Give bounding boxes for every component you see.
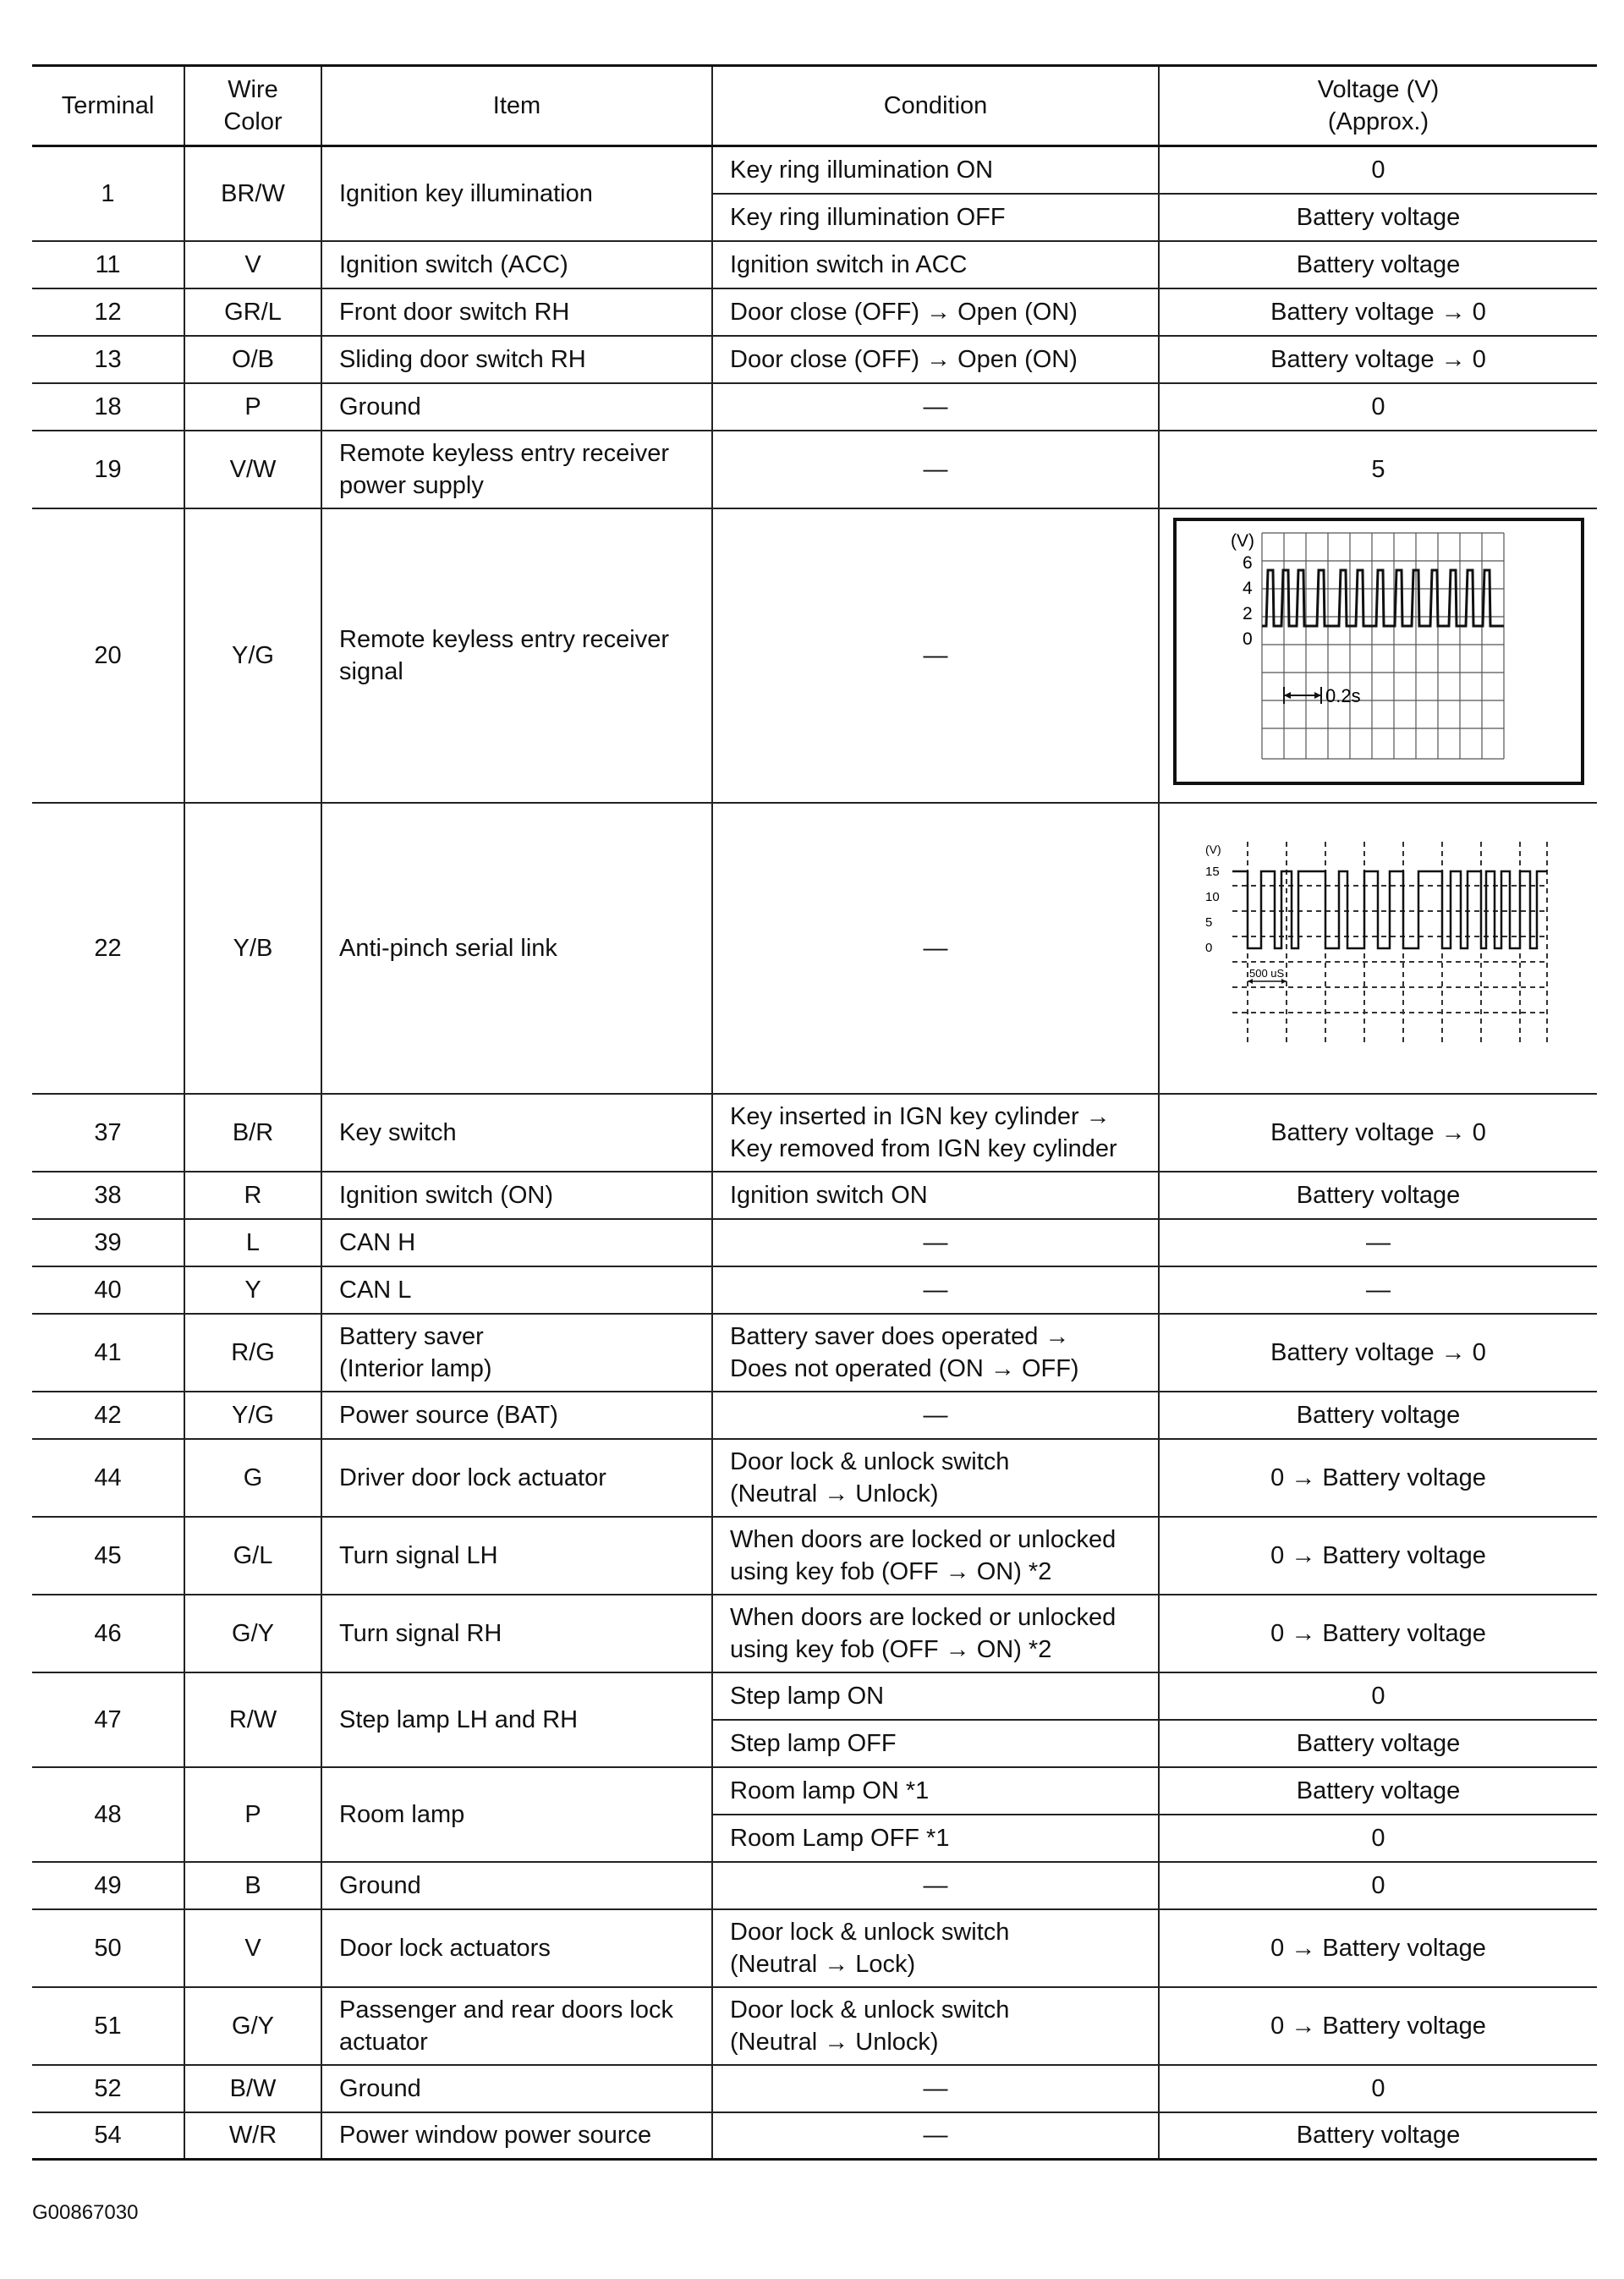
item-cell: Key switch xyxy=(321,1094,712,1172)
table-row xyxy=(32,2065,1597,2112)
terminal-cell: 38 xyxy=(32,1172,184,1219)
wave1-tick-2: 2 xyxy=(1242,603,1253,623)
condition-cell: Battery saver does operated → Does not operated (ON → OFF) xyxy=(712,1314,1159,1392)
item-cell: Battery saver (Interior lamp) xyxy=(321,1314,712,1392)
terminal-cell: 39 xyxy=(32,1219,184,1266)
voltage-cell: — xyxy=(1159,1266,1597,1314)
condition-cell: Key ring illumination ON xyxy=(712,146,1159,194)
item-cell: Ground xyxy=(321,1862,712,1909)
terminal-cell: 44 xyxy=(32,1439,184,1517)
wire-color-cell: G/Y xyxy=(184,1987,321,2065)
table-row xyxy=(32,1767,1597,1815)
terminal-cell: 46 xyxy=(32,1595,184,1672)
voltage-cell: Battery voltage xyxy=(1159,2112,1597,2160)
wire-color-cell: O/B xyxy=(184,336,321,383)
voltage-cell: 0 xyxy=(1159,1672,1597,1720)
condition-cell: Door lock & unlock switch (Neutral → Unlock) xyxy=(712,1439,1159,1517)
terminal-cell: 40 xyxy=(32,1266,184,1314)
item-cell: CAN H xyxy=(321,1219,712,1266)
terminal-cell: 50 xyxy=(32,1909,184,1987)
wire-color-cell: Y/G xyxy=(184,1392,321,1439)
condition-cell: Room Lamp OFF *1 xyxy=(712,1815,1159,1862)
table-row xyxy=(32,1266,1597,1314)
item-cell: Step lamp LH and RH xyxy=(321,1672,712,1767)
item-cell: Anti-pinch serial link xyxy=(321,803,712,1094)
header-item: Item xyxy=(321,66,712,146)
item-cell: Turn signal RH xyxy=(321,1595,712,1672)
terminal-voltage-table xyxy=(32,64,1597,2161)
condition-cell: — xyxy=(712,1862,1159,1909)
terminal-cell: 19 xyxy=(32,431,184,508)
wire-color-cell: GR/L xyxy=(184,288,321,336)
item-cell: Power window power source xyxy=(321,2112,712,2160)
condition-cell: — xyxy=(712,1392,1159,1439)
table-row xyxy=(32,1094,1597,1172)
item-cell: Power source (BAT) xyxy=(321,1392,712,1439)
wire-color-cell: G xyxy=(184,1439,321,1517)
terminal-cell: 42 xyxy=(32,1392,184,1439)
table-row xyxy=(32,383,1597,431)
terminal-cell: 37 xyxy=(32,1094,184,1172)
wave2-time-label: 500 uS xyxy=(1248,966,1284,980)
voltage-waveform-cell xyxy=(1159,508,1597,803)
item-cell: Remote keyless entry receiver signal xyxy=(321,508,712,803)
terminal-cell: 52 xyxy=(32,2065,184,2112)
wire-color-cell: B xyxy=(184,1862,321,1909)
condition-cell: — xyxy=(712,431,1159,508)
item-cell: Room lamp xyxy=(321,1767,712,1862)
condition-cell: — xyxy=(712,1219,1159,1266)
item-cell: Sliding door switch RH xyxy=(321,336,712,383)
table-row xyxy=(32,1987,1597,2065)
item-cell: Front door switch RH xyxy=(321,288,712,336)
item-cell: Remote keyless entry receiver power supply xyxy=(321,431,712,508)
wire-color-cell: V xyxy=(184,241,321,288)
table-row xyxy=(32,1314,1597,1392)
voltage-cell: 0 xyxy=(1159,1862,1597,1909)
wire-color-cell: B/W xyxy=(184,2065,321,2112)
item-cell: Passenger and rear doors lock actuator xyxy=(321,1987,712,2065)
voltage-cell: 0 xyxy=(1159,2065,1597,2112)
voltage-cell: Battery voltage xyxy=(1159,1392,1597,1439)
item-cell: CAN L xyxy=(321,1266,712,1314)
condition-cell: — xyxy=(712,1266,1159,1314)
table-row xyxy=(32,1392,1597,1439)
wire-color-cell: P xyxy=(184,383,321,431)
item-cell: Ignition key illumination xyxy=(321,146,712,241)
terminal-cell: 18 xyxy=(32,383,184,431)
header-row xyxy=(32,66,1597,146)
wave1-time-label: 0.2s xyxy=(1325,684,1361,706)
wave1-tick-4: 4 xyxy=(1242,578,1253,598)
condition-cell: — xyxy=(712,2112,1159,2160)
wire-color-cell: Y/B xyxy=(184,803,321,1094)
voltage-cell: Battery voltage xyxy=(1159,1720,1597,1767)
voltage-cell: 0 → Battery voltage xyxy=(1159,1595,1597,1672)
condition-cell: Step lamp ON xyxy=(712,1672,1159,1720)
wire-color-cell: W/R xyxy=(184,2112,321,2160)
table-row xyxy=(32,241,1597,288)
item-cell: Door lock actuators xyxy=(321,1909,712,1987)
condition-cell: When doors are locked or unlocked using key fob (OFF → ON) *2 xyxy=(712,1517,1159,1595)
voltage-cell: Battery voltage xyxy=(1159,241,1597,288)
wave1-unit-label: (V) xyxy=(1230,530,1254,551)
terminal-cell: 45 xyxy=(32,1517,184,1595)
voltage-cell: Battery voltage → 0 xyxy=(1159,1094,1597,1172)
condition-cell: — xyxy=(712,803,1159,1094)
voltage-cell: Battery voltage → 0 xyxy=(1159,1314,1597,1392)
terminal-cell: 13 xyxy=(32,336,184,383)
voltage-cell: 0 → Battery voltage xyxy=(1159,1909,1597,1987)
condition-cell: Key inserted in IGN key cylinder → Key removed from IGN key cylinder xyxy=(712,1094,1159,1172)
voltage-cell: 0 → Battery voltage xyxy=(1159,1987,1597,2065)
table-body xyxy=(32,146,1597,2160)
condition-cell: Ignition switch ON xyxy=(712,1172,1159,1219)
voltage-cell: Battery voltage xyxy=(1159,1767,1597,1815)
voltage-cell: Battery voltage → 0 xyxy=(1159,288,1597,336)
table-row xyxy=(32,1172,1597,1219)
rke-signal-waveform xyxy=(1173,518,1584,785)
voltage-waveform-cell xyxy=(1159,803,1597,1094)
terminal-cell: 11 xyxy=(32,241,184,288)
wire-color-cell: V xyxy=(184,1909,321,1987)
table-row xyxy=(32,1862,1597,1909)
condition-cell: Step lamp OFF xyxy=(712,1720,1159,1767)
voltage-cell: 0 → Battery voltage xyxy=(1159,1439,1597,1517)
condition-cell: — xyxy=(712,508,1159,803)
voltage-cell: 0 xyxy=(1159,1815,1597,1862)
terminal-cell: 48 xyxy=(32,1767,184,1862)
voltage-cell: 0 xyxy=(1159,383,1597,431)
voltage-cell: 0 xyxy=(1159,146,1597,194)
terminal-cell: 12 xyxy=(32,288,184,336)
wave2-tick-10: 10 xyxy=(1204,889,1220,904)
item-cell: Ground xyxy=(321,383,712,431)
wire-color-cell: R/G xyxy=(184,1314,321,1392)
header-voltage: Voltage (V) (Approx.) xyxy=(1159,66,1597,146)
table-row xyxy=(32,288,1597,336)
condition-cell: Door lock & unlock switch (Neutral → Unlock) xyxy=(712,1987,1159,2065)
table-row xyxy=(32,1595,1597,1672)
wave2-tick-0: 0 xyxy=(1204,940,1212,955)
wire-color-cell: B/R xyxy=(184,1094,321,1172)
wire-color-cell: BR/W xyxy=(184,146,321,241)
condition-cell: Key ring illumination OFF xyxy=(712,194,1159,241)
voltage-cell: Battery voltage xyxy=(1159,194,1597,241)
wave2-tick-5: 5 xyxy=(1204,914,1212,930)
item-cell: Ignition switch (ON) xyxy=(321,1172,712,1219)
wave2-tick-15: 15 xyxy=(1204,864,1220,879)
table-row xyxy=(32,1219,1597,1266)
condition-cell: — xyxy=(712,2065,1159,2112)
table-row xyxy=(32,336,1597,383)
voltage-cell: 5 xyxy=(1159,431,1597,508)
table-row xyxy=(32,1909,1597,1987)
terminal-cell: 49 xyxy=(32,1862,184,1909)
wire-color-cell: V/W xyxy=(184,431,321,508)
item-cell: Ignition switch (ACC) xyxy=(321,241,712,288)
wire-color-cell: G/Y xyxy=(184,1595,321,1672)
wire-color-cell: R/W xyxy=(184,1672,321,1767)
wire-color-cell: R xyxy=(184,1172,321,1219)
item-cell: Ground xyxy=(321,2065,712,2112)
condition-cell: Door close (OFF) → Open (ON) xyxy=(712,336,1159,383)
wire-color-cell: Y/G xyxy=(184,508,321,803)
condition-cell: Door lock & unlock switch (Neutral → Lock) xyxy=(712,1909,1159,1987)
condition-cell: When doors are locked or unlocked using key fob (OFF → ON) *2 xyxy=(712,1595,1159,1672)
header-condition: Condition xyxy=(712,66,1159,146)
terminal-cell: 54 xyxy=(32,2112,184,2160)
table-row xyxy=(32,508,1597,803)
terminal-cell: 47 xyxy=(32,1672,184,1767)
wave1-tick-6: 6 xyxy=(1242,552,1253,573)
condition-cell: — xyxy=(712,383,1159,431)
condition-cell: Door close (OFF) → Open (ON) xyxy=(712,288,1159,336)
terminal-cell: 51 xyxy=(32,1987,184,2065)
wire-color-cell: Y xyxy=(184,1266,321,1314)
wire-color-cell: G/L xyxy=(184,1517,321,1595)
wave1-tick-0: 0 xyxy=(1242,629,1253,649)
voltage-cell: Battery voltage → 0 xyxy=(1159,336,1597,383)
terminal-cell: 1 xyxy=(32,146,184,241)
wire-color-cell: L xyxy=(184,1219,321,1266)
voltage-cell: — xyxy=(1159,1219,1597,1266)
item-cell: Turn signal LH xyxy=(321,1517,712,1595)
table-row xyxy=(32,146,1597,194)
oscilloscope-grid xyxy=(1262,533,1504,759)
anti-pinch-waveform xyxy=(1197,833,1561,1055)
item-cell: Driver door lock actuator xyxy=(321,1439,712,1517)
wave2-unit-label: (V) xyxy=(1204,842,1221,856)
wire-color-cell: P xyxy=(184,1767,321,1862)
header-terminal: Terminal xyxy=(32,66,184,146)
table-row xyxy=(32,803,1597,1094)
table-row xyxy=(32,1672,1597,1720)
terminal-cell: 41 xyxy=(32,1314,184,1392)
voltage-cell: Battery voltage xyxy=(1159,1172,1597,1219)
header-wire-color: Wire Color xyxy=(184,66,321,146)
condition-cell: Ignition switch in ACC xyxy=(712,241,1159,288)
terminal-cell: 20 xyxy=(32,508,184,803)
table-row xyxy=(32,1439,1597,1517)
table-row xyxy=(32,1517,1597,1595)
wave1-signal-trace xyxy=(1262,570,1504,626)
figure-code: G00867030 xyxy=(32,2201,139,2224)
voltage-cell: 0 → Battery voltage xyxy=(1159,1517,1597,1595)
table-row xyxy=(32,2112,1597,2160)
table-row xyxy=(32,431,1597,508)
condition-cell: Room lamp ON *1 xyxy=(712,1767,1159,1815)
terminal-cell: 22 xyxy=(32,803,184,1094)
